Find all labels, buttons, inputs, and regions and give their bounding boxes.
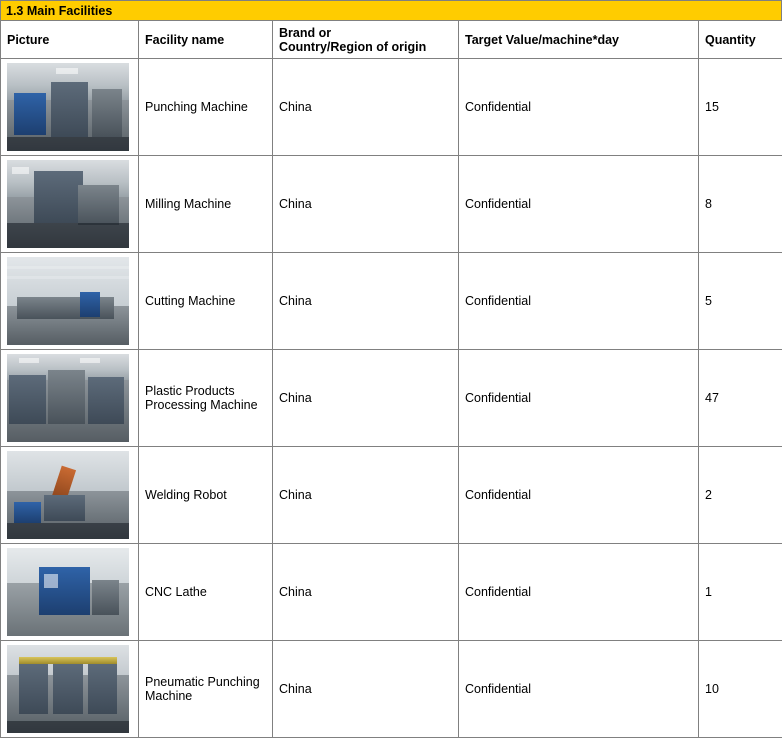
milling-machine-photo	[7, 160, 129, 248]
picture-cell	[1, 350, 139, 447]
table-row	[1, 544, 782, 641]
origin-cell: China	[273, 447, 459, 544]
picture-cell	[1, 59, 139, 156]
picture-cell	[1, 544, 139, 641]
origin-cell: China	[273, 253, 459, 350]
column-header-picture: Picture	[1, 21, 139, 59]
facility-name-cell: Punching Machine	[139, 59, 273, 156]
origin-cell: China	[273, 59, 459, 156]
column-header-brand-line2: Country/Region of origin	[279, 40, 426, 54]
origin-cell: China	[273, 544, 459, 641]
punching-machine-photo	[7, 63, 129, 151]
target-value-cell: Confidential	[459, 447, 699, 544]
facility-name-cell: CNC Lathe	[139, 544, 273, 641]
column-header-brand-line1: Brand or	[279, 26, 331, 40]
column-header-quantity: Quantity	[699, 21, 782, 59]
picture-cell	[1, 641, 139, 738]
table-row	[1, 350, 782, 447]
origin-cell: China	[273, 641, 459, 738]
table-row	[1, 253, 782, 350]
main-facilities-table	[0, 20, 782, 738]
facility-name-cell: Pneumatic Punching Machine	[139, 641, 273, 738]
table-row	[1, 641, 782, 738]
column-header-facility-name: Facility name	[139, 21, 273, 59]
target-value-cell: Confidential	[459, 156, 699, 253]
facility-name-cell: Welding Robot	[139, 447, 273, 544]
quantity-cell: 1	[699, 544, 782, 641]
cnc-lathe-photo	[7, 548, 129, 636]
facility-name-cell: Milling Machine	[139, 156, 273, 253]
quantity-cell: 15	[699, 59, 782, 156]
table-row	[1, 447, 782, 544]
quantity-cell: 5	[699, 253, 782, 350]
target-value-cell: Confidential	[459, 350, 699, 447]
target-value-cell: Confidential	[459, 641, 699, 738]
table-row	[1, 156, 782, 253]
picture-cell	[1, 156, 139, 253]
pneumatic-punching-machine-photo	[7, 645, 129, 733]
quantity-cell: 47	[699, 350, 782, 447]
plastic-products-processing-machine-photo	[7, 354, 129, 442]
quantity-cell: 8	[699, 156, 782, 253]
origin-cell: China	[273, 350, 459, 447]
facility-name-cell: Cutting Machine	[139, 253, 273, 350]
column-header-target-value: Target Value/machine*day	[459, 21, 699, 59]
cutting-machine-photo	[7, 257, 129, 345]
picture-cell	[1, 447, 139, 544]
facility-name-cell: Plastic Products Processing Machine	[139, 350, 273, 447]
table-header-row	[1, 21, 782, 59]
picture-cell	[1, 253, 139, 350]
target-value-cell: Confidential	[459, 253, 699, 350]
target-value-cell: Confidential	[459, 544, 699, 641]
target-value-cell: Confidential	[459, 59, 699, 156]
quantity-cell: 10	[699, 641, 782, 738]
quantity-cell: 2	[699, 447, 782, 544]
column-header-brand-origin	[273, 21, 459, 59]
welding-robot-photo	[7, 451, 129, 539]
origin-cell: China	[273, 156, 459, 253]
section-title: 1.3 Main Facilities	[0, 0, 782, 20]
table-row	[1, 59, 782, 156]
